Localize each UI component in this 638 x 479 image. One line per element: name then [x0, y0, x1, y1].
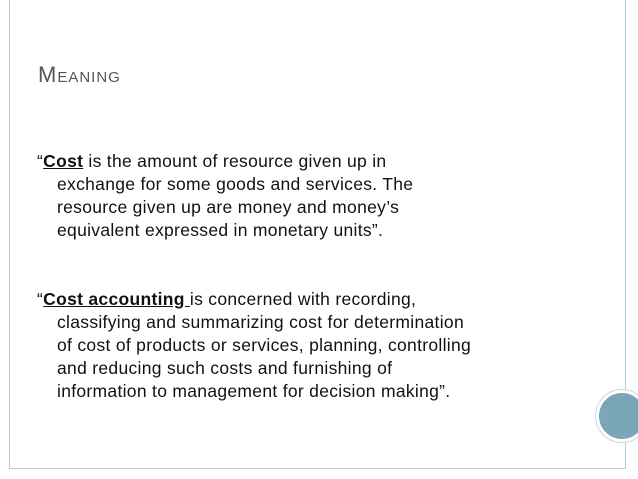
- paragraph-line: of cost of products or services, planning, controlling: [57, 335, 472, 355]
- cost-definition-paragraph: [37, 150, 413, 242]
- paragraph-line: [37, 150, 413, 173]
- paragraph-line: information to management for decision making”.: [57, 381, 451, 401]
- paragraph-line: classifying and summarizing cost for determination: [57, 312, 464, 332]
- term-cost-accounting: Cost accounting: [43, 289, 190, 309]
- paragraph-line: resource given up are money and money’s: [57, 197, 400, 217]
- paragraph-line: equivalent expressed in monetary units”.: [57, 220, 384, 240]
- open-quote: “: [37, 151, 44, 171]
- paragraph-line: [37, 288, 471, 311]
- paragraph-line: exchange for some goods and services. The: [57, 174, 414, 194]
- slide-title: Meaning: [38, 62, 121, 87]
- cost-accounting-definition-paragraph: [37, 288, 471, 403]
- term-cost: Cost: [43, 151, 84, 171]
- paragraph-line: and reducing such costs and furnishing of: [57, 358, 393, 378]
- open-quote: “: [37, 289, 44, 309]
- line-text: is concerned with recording,: [189, 289, 417, 309]
- line-text: is the amount of resource given up in: [83, 151, 387, 171]
